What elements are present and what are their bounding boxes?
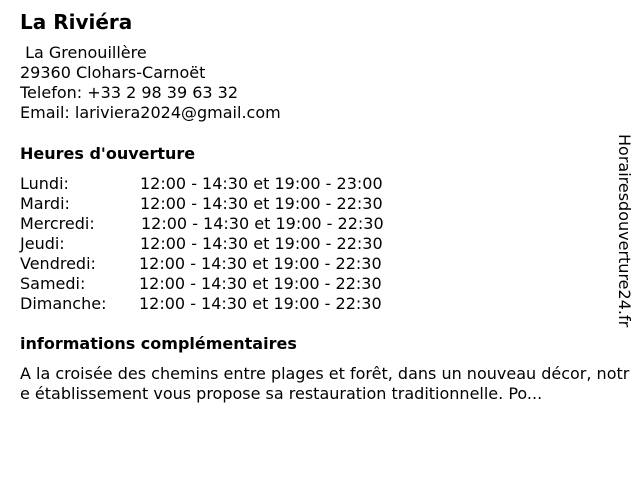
day-label: Mercredi: bbox=[20, 214, 95, 233]
address-street: La Grenouillère bbox=[25, 43, 147, 62]
additional-info-heading: informations complémentaires bbox=[20, 334, 297, 353]
phone-number: Telefon: +33 2 98 39 63 32 bbox=[20, 83, 239, 102]
day-label: Mardi: bbox=[20, 194, 70, 213]
day-hours: 12:00 - 14:30 et 19:00 - 22:30 bbox=[140, 194, 383, 213]
day-label: Vendredi: bbox=[20, 254, 96, 273]
restaurant-name: La Riviéra bbox=[20, 10, 133, 34]
day-label: Samedi: bbox=[20, 274, 86, 293]
day-label: Lundi: bbox=[20, 174, 69, 193]
day-hours: 12:00 - 14:30 et 19:00 - 22:30 bbox=[141, 214, 384, 233]
day-hours: 12:00 - 14:30 et 19:00 - 22:30 bbox=[139, 274, 382, 293]
additional-info-body: A la croisée des chemins entre plages et forêt, dans un nouveau décor, notre établissement vous propose sa restauration traditionnelle. Po... bbox=[20, 364, 630, 403]
address-block bbox=[20, 43, 281, 123]
watermark-text: Horairesdouverture24.fr bbox=[615, 134, 634, 328]
day-hours: 12:00 - 14:30 et 19:00 - 22:30 bbox=[140, 234, 383, 253]
opening-hours-heading: Heures d'ouverture bbox=[20, 144, 196, 163]
site-watermark bbox=[612, 134, 636, 344]
day-hours: 12:00 - 14:30 et 19:00 - 22:30 bbox=[139, 254, 382, 273]
day-label: Dimanche: bbox=[20, 294, 107, 313]
email-address: Email: lariviera2024@gmail.com bbox=[20, 103, 281, 122]
day-hours: 12:00 - 14:30 et 19:00 - 23:00 bbox=[140, 174, 383, 193]
day-hours: 12:00 - 14:30 et 19:00 - 22:30 bbox=[139, 294, 382, 313]
address-city: 29360 Clohars-Carnoët bbox=[20, 63, 206, 82]
day-label: Jeudi: bbox=[20, 234, 65, 253]
